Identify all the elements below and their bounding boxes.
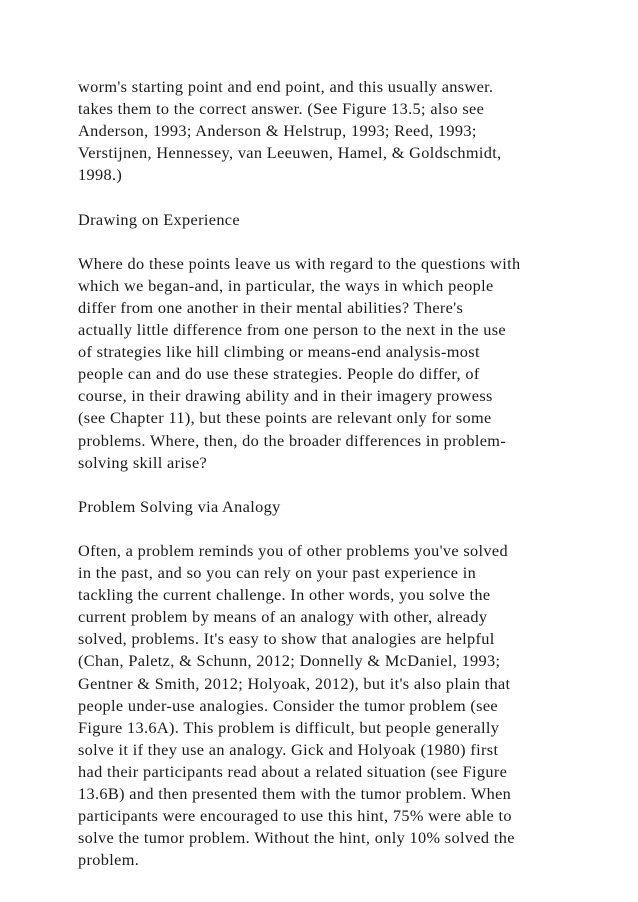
heading-text: Problem Solving via Analogy [78, 496, 281, 516]
paragraph-problem-solving-via-analogy [78, 540, 598, 871]
text-line: participants were encouraged to use this hint, 75% were able to [78, 806, 512, 826]
text-line: (Chan, Paletz, & Schunn, 2012; Donnelly & McDaniel, 1993; [78, 651, 501, 671]
text-line: in the past, and so you can rely on your past experience in [78, 563, 477, 583]
text-line: problem. [78, 850, 140, 870]
text-line: Anderson, 1993; Anderson & Helstrup, 1993; Reed, 1993; [78, 121, 477, 141]
text-line: (see Chapter 11), but these points are relevant only for some [78, 408, 492, 428]
text-line: solved, problems. It's easy to show that analogies are helpful [78, 629, 495, 649]
paragraph-continuation [78, 76, 598, 186]
paragraph-drawing-on-experience [78, 253, 598, 474]
section-heading-drawing-on-experience [78, 209, 598, 231]
text-line: of strategies like hill climbing or means-end analysis-most [78, 342, 480, 362]
text-line: solve it if they use an analogy. Gick and Holyoak (1980) first [78, 739, 499, 759]
text-line: current problem by means of an analogy with other, already [78, 607, 488, 627]
text-line: worm's starting point and end point, and this usually answer. [78, 77, 494, 96]
text-line: tackling the current challenge. In other words, you solve the [78, 585, 491, 605]
text-line: takes them to the correct answer. (See Figure 13.5; also see [78, 99, 485, 119]
text-line: 1998.) [78, 165, 123, 185]
section-heading-problem-solving-via-analogy [78, 496, 598, 518]
text-line: solving skill arise? [78, 452, 208, 472]
text-line: actually little difference from one person to the next in the use [78, 320, 506, 340]
heading-text: Drawing on Experience [78, 209, 240, 229]
text-line: Verstijnen, Hennessey, van Leeuwen, Hamel, & Goldschmidt, [78, 143, 502, 163]
text-line: had their participants read about a related situation (see Figure [78, 761, 508, 781]
text-line: 13.6B) and then presented them with the tumor problem. When [78, 784, 512, 803]
text-line: solve the tumor problem. Without the hint, only 10% solved the [78, 828, 515, 848]
text-line: problems. Where, then, do the broader differences in problem- [78, 430, 507, 450]
text-line: people under-use analogies. Consider the tumor problem (see [78, 695, 499, 715]
document-body [78, 76, 598, 893]
text-line: people can and do use these strategies. People do differ, of [78, 364, 480, 384]
text-line: which we began-and, in particular, the ways in which people [78, 275, 494, 295]
text-line: Often, a problem reminds you of other problems you've solved [78, 540, 508, 560]
text-line: Figure 13.6A). This problem is difficult, but people generally [78, 717, 500, 737]
text-line: differ from one another in their mental abilities? There's [78, 297, 464, 317]
text-line: course, in their drawing ability and in their imagery prowess [78, 386, 493, 406]
text-line: Where do these points leave us with regard to the questions with [78, 253, 521, 273]
text-line: Gentner & Smith, 2012; Holyoak, 2012), but it's also plain that [78, 673, 511, 693]
